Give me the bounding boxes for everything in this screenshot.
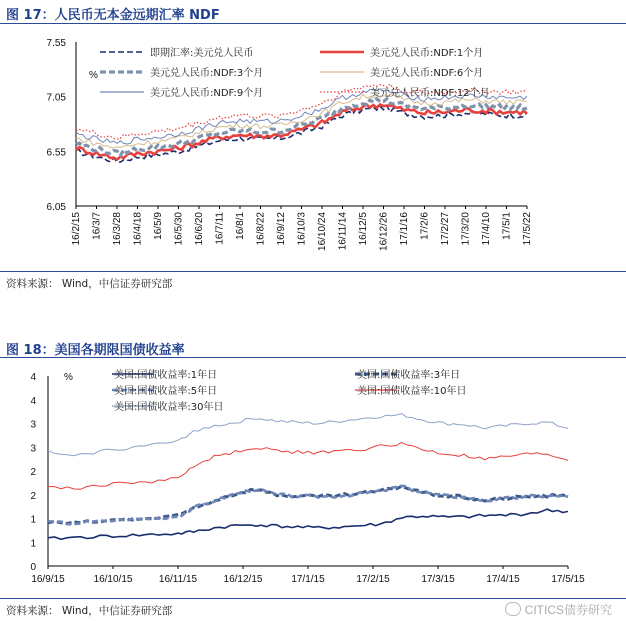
fig18-title: 图 18：美国各期限国债收益率 xyxy=(6,343,185,358)
fig18-source: 资料来源： Wind，中信证券研究部 xyxy=(6,605,173,617)
fig17-xtick-label: 16/7/11 xyxy=(214,212,226,245)
fig17-ytick-label: 6.05 xyxy=(46,202,66,213)
fig17-xtick-label: 16/12/26 xyxy=(378,212,390,251)
fig17-xtick-label: 17/2/6 xyxy=(419,212,431,240)
fig17-source-rule xyxy=(0,271,626,272)
fig18-ytick-label: 0 xyxy=(30,562,36,573)
fig17-xtick-label: 16/9/12 xyxy=(276,212,287,246)
wechat-icon xyxy=(505,602,521,616)
fig17-title: 图 17：人民币无本金远期汇率 NDF xyxy=(6,8,220,23)
fig17-xtick-label: 16/5/9 xyxy=(153,212,164,240)
fig18-xtick-label: 17/2/15 xyxy=(356,574,390,585)
fig17-xtick-label: 16/3/28 xyxy=(112,212,123,246)
fig18-legend-label: 美国:国债收益率:1年日 xyxy=(114,370,218,381)
fig17-legend-label: 美元兑人民币:NDF:12个月 xyxy=(370,88,490,99)
watermark-text: CITICS债券研究 xyxy=(524,603,612,617)
fig17-xtick-label: 16/4/18 xyxy=(132,212,144,246)
fig17-xtick-label: 16/2/15 xyxy=(71,212,82,246)
fig18-xtick-label: 16/11/15 xyxy=(158,574,198,585)
fig18-chart xyxy=(0,362,626,592)
fig17-ytick-label: 6.55 xyxy=(46,147,66,159)
fig18-legend-label: 美国:国债收益率:30年日 xyxy=(114,402,224,413)
fig17-xtick-label: 17/1/16 xyxy=(399,212,410,246)
fig18-series-line xyxy=(48,509,568,539)
fig18-ytick-label: 4 xyxy=(30,372,36,383)
fig18-xtick-label: 16/12/15 xyxy=(223,574,263,585)
fig18-unit-label: % xyxy=(64,372,73,383)
fig17-legend-label: 美元兑人民币:NDF:9个月 xyxy=(150,88,264,99)
fig17-xtick-label: 16/12/5 xyxy=(358,212,369,246)
watermark xyxy=(505,601,612,618)
fig18-xtick-label: 17/3/15 xyxy=(421,574,455,585)
fig17-ytick-label: 7.05 xyxy=(46,92,66,104)
fig17-xtick-label: 17/5/22 xyxy=(522,212,533,246)
fig17-xtick-label: 17/4/10 xyxy=(481,212,492,246)
fig18-ytick-label: 3 xyxy=(30,419,36,431)
fig17-xtick-label: 16/5/30 xyxy=(173,212,185,246)
fig18-series-line xyxy=(48,414,568,456)
fig18-ytick-label: 1 xyxy=(30,538,36,550)
fig17-xtick-label: 17/2/27 xyxy=(440,212,451,246)
fig17-legend-label: 即期汇率:美元兑人民币 xyxy=(150,48,254,59)
fig18-legend-label: 美国:国债收益率:3年日 xyxy=(357,370,461,381)
fig18-source-rule xyxy=(0,598,626,599)
fig17-ytick-label: 7.55 xyxy=(46,38,66,49)
fig18-ytick-label: 4 xyxy=(30,395,36,407)
fig17-xtick-label: 16/8/1 xyxy=(235,212,246,240)
fig18-xtick-label: 17/4/15 xyxy=(486,574,520,585)
fig18-ytick-label: 1 xyxy=(30,514,36,526)
fig18-legend-label: 美国:国债收益率:10年日 xyxy=(357,386,467,397)
fig18-series-line xyxy=(48,486,568,524)
fig18-series-line xyxy=(48,486,568,523)
fig17-source: 资料来源： Wind，中信证券研究部 xyxy=(6,278,173,290)
fig17-xtick-label: 16/11/14 xyxy=(337,212,349,251)
fig17-xtick-label: 16/3/7 xyxy=(91,212,103,240)
fig18-title-rule xyxy=(0,357,626,358)
fig18-ytick-label: 3 xyxy=(30,443,36,455)
fig17-legend-label: 美元兑人民币:NDF:3个月 xyxy=(150,68,264,79)
fig17-title-rule xyxy=(0,23,626,24)
fig17-xtick-label: 16/10/3 xyxy=(296,212,308,246)
fig18-xtick-label: 17/5/15 xyxy=(551,574,585,585)
fig17-series-line xyxy=(76,99,527,156)
fig17-xtick-label: 16/6/20 xyxy=(194,212,205,246)
fig17-legend-label: 美元兑人民币:NDF:1个月 xyxy=(370,48,484,59)
fig18-xtick-label: 16/10/15 xyxy=(93,574,133,585)
fig17-xtick-label: 16/10/24 xyxy=(317,212,328,251)
fig18-xtick-label: 16/9/15 xyxy=(31,574,65,585)
fig18-xtick-label: 17/1/15 xyxy=(291,574,325,585)
fig17-unit-label: % xyxy=(89,70,98,81)
fig17-xtick-label: 17/5/1 xyxy=(501,212,513,240)
fig18-ytick-label: 2 xyxy=(30,490,36,502)
fig18-legend-label: 美国:国债收益率:5年日 xyxy=(114,386,218,397)
fig17-xtick-label: 17/3/20 xyxy=(460,212,472,246)
fig17-xtick-label: 16/8/22 xyxy=(255,212,267,246)
fig17-chart xyxy=(0,30,626,270)
fig17-legend-label: 美元兑人民币:NDF:6个月 xyxy=(370,68,484,79)
fig18-ytick-label: 2 xyxy=(30,467,36,478)
